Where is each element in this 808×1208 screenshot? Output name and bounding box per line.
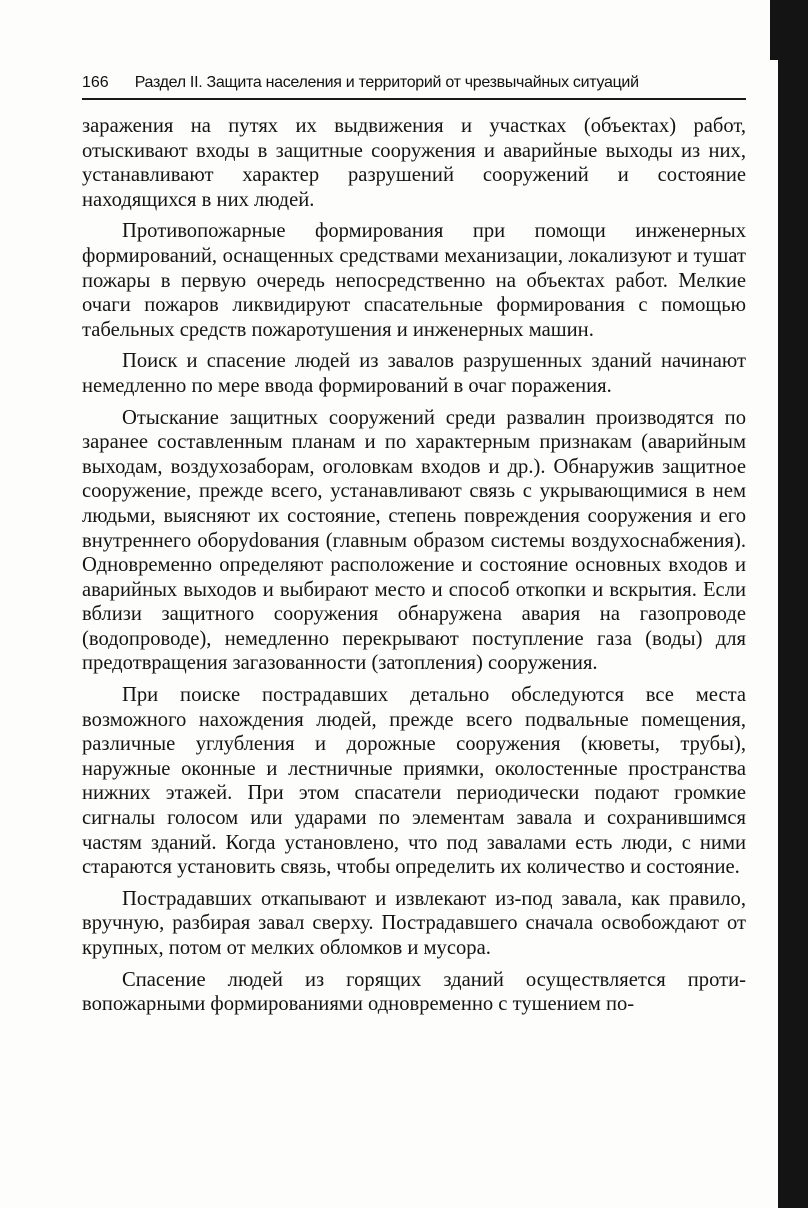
page-edge-shadow bbox=[778, 0, 808, 1208]
paragraph-victim-search: При поиске пострадавших детально обследуются все места возможного нахождения людей, прежде всего подвальные помещения, различные углубления и дорожные сооружения (кюветы, трубы), наружные оконные и лестничные приямки, околостенные пространства нижних этажей. При этом спасатели периодически подают громкие сигналы голосом или ударами по элементам завала и сохранившимся частям зданий. Когда установлено, что под завалами есть люди, с ними стараются установить связь, чтобы определить их количество и состояние. bbox=[82, 684, 746, 879]
body-text bbox=[82, 114, 746, 1017]
section-title: Раздел II. Защита населения и территорий от чрезвычайных ситуаций bbox=[134, 74, 639, 91]
paragraph-firefighting-units: Противопожарные формирования при помощи инженерных формирований, оснащенных средствами механизации, локализуют и тушат пожары в первую очередь непосредственно на объектах работ. Мелкие очаги пожаров ликвидируют спасательные формирования с помощью табельных средств пожаротушения и инженерных машин. bbox=[82, 220, 746, 341]
paragraph-continuation: заражения на путях их выдвижения и участках (объектах) работ, отыскивают входы в защитные сооружения и аварийные выходы из них, устанавливают характер разрушений сооружений и состояние находящихся в них людей. bbox=[82, 115, 746, 211]
paragraph-excavation: Пострадавших откапывают и извлекают из-под завала, как правило, вручную, разбирая завал сверху. Пострадавшего сначала освобождают от крупных, потом от мелких обломков и мусора. bbox=[82, 887, 746, 959]
paragraph-shelter-search: Отыскание защитных сооружений среди развалин производятся по заранее составленным планам и по характерным признакам (аварийным выходам, воздухозаборам, оголовкам входов и др.). Обнаружив защитное сооружение, прежде всего, устанавливают связь с укрывающимися в нем людьми, выясняют их состояние, степень повреждения сооружения и его внутреннего оборуdования (главным образом системы воздухоснабжения). Одновременно определяют расположение и состояние основных входов и аварийных выходов и выбирают место и способ откопки и вскрытия. Если вблизи защитного сооружения обнаружена авария на газопроводе (водопроводе), немедленно перекрывают поступление газа (воды) для предотвращения загазованности (затопления) сооружения. bbox=[82, 406, 746, 675]
paragraph-burning-buildings: Спасение людей из горящих зданий осуществляется противопожарными формированиями одновременно с тушением по- bbox=[82, 968, 746, 1016]
paragraph-search-rescue: Поиск и спасение людей из завалов разрушенных зданий начинают немедленно по мере ввода формирований в очаг поражения. bbox=[82, 350, 746, 397]
running-header bbox=[82, 74, 746, 100]
book-page bbox=[82, 74, 746, 1024]
page-edge-shadow-top bbox=[770, 0, 778, 60]
page-number: 166 bbox=[82, 74, 109, 91]
